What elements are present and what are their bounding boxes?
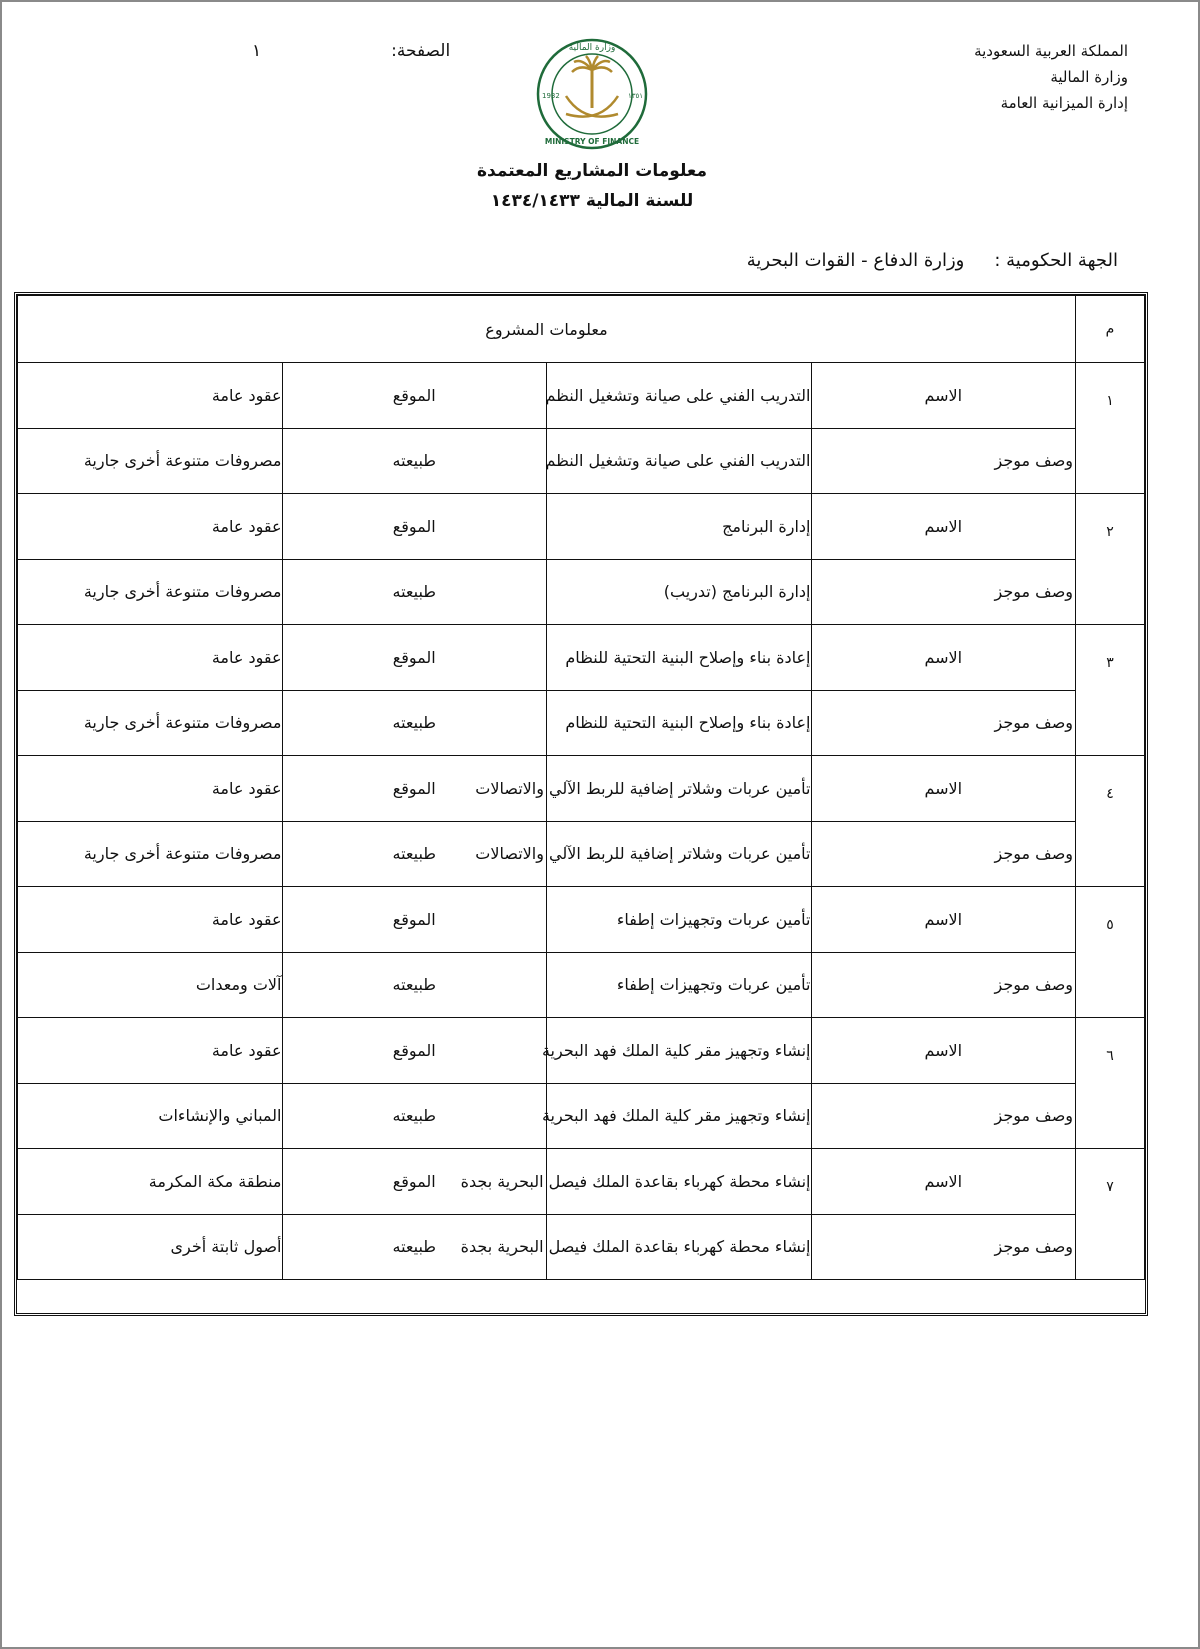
- project-description: إنشاء محطة كهرباء بقاعدة الملك فيصل البحرية بجدة: [547, 1214, 812, 1280]
- project-description: إعادة بناء وإصلاح البنية التحتية للنظام: [547, 690, 812, 756]
- title-line-1: معلومات المشاريع المعتمدة: [476, 161, 707, 181]
- name-label: الاسم: [811, 887, 1076, 953]
- logo-year-left: 1932: [542, 92, 560, 100]
- issuer-block: [974, 38, 1128, 116]
- project-name-row: [18, 1149, 1145, 1215]
- location-label: الموقع: [282, 887, 547, 953]
- description-label: وصف موجز: [811, 952, 1076, 1018]
- nature-label: طبيعته: [282, 1083, 547, 1149]
- col-number-header: م: [1076, 296, 1145, 363]
- project-number: ٥: [1076, 887, 1145, 1018]
- logo-text-top: وزارة المالية: [568, 43, 616, 53]
- table-header-row: [18, 296, 1145, 363]
- project-desc-row: [18, 821, 1145, 887]
- project-number: ٧: [1076, 1149, 1145, 1280]
- project-nature: أصول ثابتة أخرى: [18, 1214, 283, 1280]
- project-location: عقود عامة: [18, 494, 283, 560]
- project-nature: المباني والإنشاءات: [18, 1083, 283, 1149]
- project-description: تأمين عربات وشلاتر إضافية للربط الآلي والاتصالات: [547, 821, 812, 887]
- location-label: الموقع: [282, 1149, 547, 1215]
- project-nature: مصروفات متنوعة أخرى جارية: [18, 690, 283, 756]
- nature-label: طبيعته: [282, 1214, 547, 1280]
- department-name: إدارة الميزانية العامة: [1000, 94, 1128, 112]
- page-label: الصفحة:: [391, 41, 451, 61]
- project-desc-row: [18, 559, 1145, 625]
- nature-label: طبيعته: [282, 952, 547, 1018]
- project-location: عقود عامة: [18, 1018, 283, 1084]
- project-name-row: [18, 887, 1145, 953]
- project-number: ٤: [1076, 756, 1145, 887]
- nature-label: طبيعته: [282, 821, 547, 887]
- project-nature: مصروفات متنوعة أخرى جارية: [18, 559, 283, 625]
- project-location: عقود عامة: [18, 363, 283, 429]
- project-name: إعادة بناء وإصلاح البنية التحتية للنظام: [547, 625, 812, 691]
- project-location: عقود عامة: [18, 756, 283, 822]
- project-name: تأمين عربات وشلاتر إضافية للربط الآلي والاتصالات: [547, 756, 812, 822]
- location-label: الموقع: [282, 625, 547, 691]
- government-entity: [747, 250, 1118, 271]
- logo-text-bottom: MINISTRY OF FINANCE: [544, 137, 640, 146]
- description-label: وصف موجز: [811, 559, 1076, 625]
- title-line-2: للسنة المالية ١٤٣٤/١٤٣٣: [490, 191, 694, 211]
- project-name: إدارة البرنامج: [547, 494, 812, 560]
- name-label: الاسم: [811, 363, 1076, 429]
- project-nature: مصروفات متنوعة أخرى جارية: [18, 821, 283, 887]
- ministry-name: وزارة المالية: [1050, 68, 1128, 86]
- project-name-row: [18, 756, 1145, 822]
- name-label: الاسم: [811, 756, 1076, 822]
- project-name-row: [18, 1018, 1145, 1084]
- description-label: وصف موجز: [811, 428, 1076, 494]
- location-label: الموقع: [282, 756, 547, 822]
- project-description: تأمين عربات وتجهيزات إطفاء: [547, 952, 812, 1018]
- project-desc-row: [18, 1083, 1145, 1149]
- project-desc-row: [18, 952, 1145, 1018]
- document-title: [422, 156, 762, 216]
- description-label: وصف موجز: [811, 1083, 1076, 1149]
- project-name-row: [18, 625, 1145, 691]
- project-name: تأمين عربات وتجهيزات إطفاء: [547, 887, 812, 953]
- logo-year-right: ١٣٥١: [628, 92, 644, 100]
- nature-label: طبيعته: [282, 559, 547, 625]
- project-desc-row: [18, 1214, 1145, 1280]
- project-name: إنشاء وتجهيز مقر كلية الملك فهد البحرية: [547, 1018, 812, 1084]
- project-name: التدريب الفني على صيانة وتشغيل النظم: [547, 363, 812, 429]
- ministry-logo-icon: [528, 36, 656, 152]
- project-description: إنشاء وتجهيز مقر كلية الملك فهد البحرية: [547, 1083, 812, 1149]
- name-label: الاسم: [811, 625, 1076, 691]
- project-number: ١: [1076, 363, 1145, 494]
- description-label: وصف موجز: [811, 690, 1076, 756]
- project-description: إدارة البرنامج (تدريب): [547, 559, 812, 625]
- project-desc-row: [18, 428, 1145, 494]
- government-entity-value: وزارة الدفاع - القوات البحرية: [746, 250, 965, 271]
- project-name-row: [18, 494, 1145, 560]
- description-label: وصف موجز: [811, 821, 1076, 887]
- col-info-header: معلومات المشروع: [18, 296, 1076, 363]
- country-name: المملكة العربية السعودية: [974, 42, 1128, 60]
- projects-table-frame: [14, 292, 1148, 1316]
- project-description: التدريب الفني على صيانة وتشغيل النظم: [547, 428, 812, 494]
- project-nature: مصروفات متنوعة أخرى جارية: [18, 428, 283, 494]
- nature-label: طبيعته: [282, 690, 547, 756]
- location-label: الموقع: [282, 494, 547, 560]
- nature-label: طبيعته: [282, 428, 547, 494]
- description-label: وصف موجز: [811, 1214, 1076, 1280]
- name-label: الاسم: [811, 1018, 1076, 1084]
- name-label: الاسم: [811, 1149, 1076, 1215]
- government-entity-label: الجهة الحكومية :: [994, 250, 1118, 271]
- project-location: عقود عامة: [18, 625, 283, 691]
- location-label: الموقع: [282, 363, 547, 429]
- name-label: الاسم: [811, 494, 1076, 560]
- project-location: عقود عامة: [18, 887, 283, 953]
- page-number-block: [252, 38, 450, 64]
- location-label: الموقع: [282, 1018, 547, 1084]
- project-location: منطقة مكة المكرمة: [18, 1149, 283, 1215]
- project-number: ٦: [1076, 1018, 1145, 1149]
- project-desc-row: [18, 690, 1145, 756]
- project-name-row: [18, 363, 1145, 429]
- project-number: ٢: [1076, 494, 1145, 625]
- project-nature: آلات ومعدات: [18, 952, 283, 1018]
- project-name: إنشاء محطة كهرباء بقاعدة الملك فيصل البحرية بجدة: [547, 1149, 812, 1215]
- projects-table: [17, 295, 1145, 1280]
- project-number: ٣: [1076, 625, 1145, 756]
- page-number: ١: [252, 41, 262, 61]
